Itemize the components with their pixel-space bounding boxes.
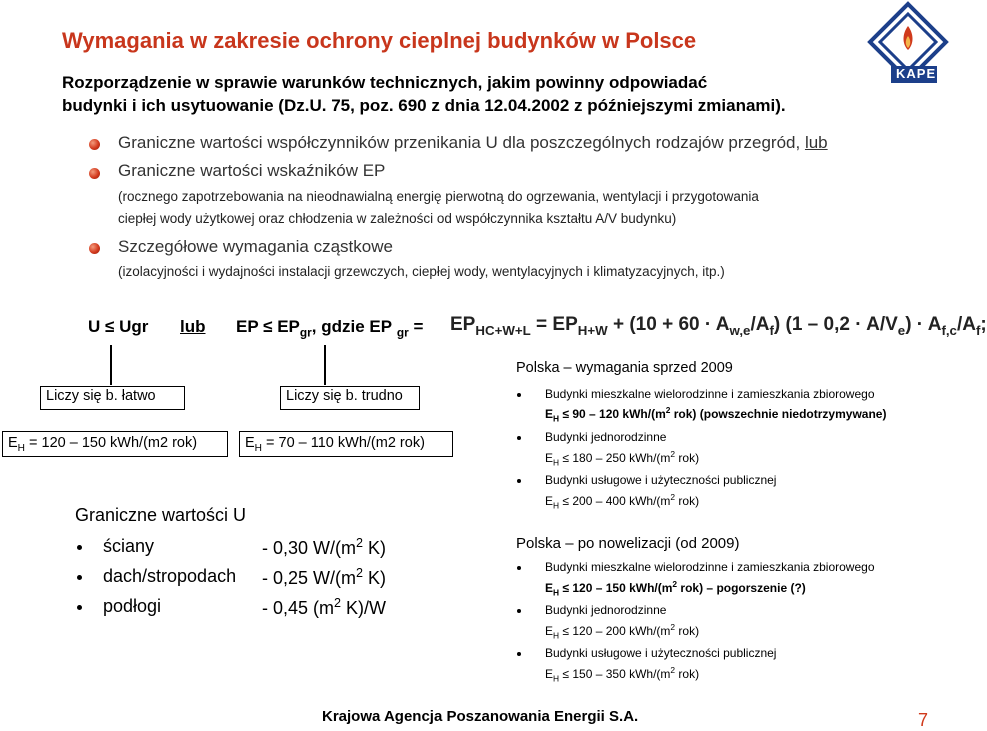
expr-part: /A [956,314,976,335]
before-item-0-range: $E_H \le 90 - 120$ kWh/($m^2$ rok) (powszechnie niedotrzymywane) [545,405,887,424]
range-tail: rok) [675,494,700,508]
u-row-value-0 [262,536,386,559]
range-h: H [254,442,262,454]
expr-sub: f,c [941,322,957,338]
range-value: 90 – 120 kWh/(m [572,407,666,421]
after-item-2-label: Budynki usługowe i użyteczności publicznej [545,646,777,660]
u-value: - 0,45 (m [262,598,335,618]
expr-sub: H+W [577,322,608,338]
u-row-value-1 [262,566,386,589]
before-item-1-label: Budynki jednorodzinne [545,430,667,444]
before-item-2-range: $E_H \le 200 - 400$ kWh/($m^2$ rok) [545,492,700,511]
before-item-0-label: Budynki mieszkalne wielorodzinne i zamieszkania zbiorowego [545,387,875,401]
u-sup: 2 [356,536,364,550]
u-tail: K)/W [341,598,387,618]
before-2009-header: Polska – wymagania sprzed 2009 [516,360,733,376]
expr-part: ) · A [905,314,942,335]
expr-sub: f [769,322,774,338]
bullet-dot-icon [517,609,521,613]
u-value: - 0,30 W/(m [262,538,357,558]
range-tail: rok) (powszechnie niedotrzymywane) [670,407,887,421]
formula-ugr: Ugr [119,317,149,336]
after-item-1-range: $E_H \le 120 - 200$ kWh/($m^2$ rok) [545,622,700,641]
u-row-label-0: ściany [103,536,155,556]
bullet-dot-icon [517,436,521,440]
le-symbol: ≤ [562,667,570,681]
expr-sub: w,e [729,322,751,338]
after-item-2-range: $E_H \le 150 - 350$ kWh/($m^2$ rok) [545,665,700,684]
formula-ep-text: EP [236,317,259,336]
bullet-dot-icon [517,479,521,483]
expr-sub: HC+W+L [475,322,531,338]
after-2009-header: Polska – po nowelizacji (od 2009) [516,535,740,552]
formula-gr-sub-2: gr [396,325,409,340]
bullet-3: Szczegółowe wymagania cząstkowe [118,237,393,256]
formula-gr-sub: gr [299,325,312,340]
bullet-dot-icon [517,566,521,570]
bullet-dot-icon [77,575,82,580]
kape-logo [858,0,958,92]
le-symbol: ≤ [263,317,273,336]
u-row-value-2 [262,596,386,619]
formula-expression [450,314,987,338]
formula-lub: lub [180,317,206,336]
expr-part: /A [750,314,770,335]
subtitle-line-1: Rozporządzenie w sprawie warunków technicznych, jakim powinny odpowiadać [62,73,708,92]
hard-box: Liczy się b. trudno [280,386,420,410]
footer-text: Krajowa Agencja Poszanowania Energii S.A. [322,708,639,725]
range-tail: rok) [675,624,700,638]
range-value: 200 – 400 kWh/(m [572,494,671,508]
range-value: 120 – 200 kWh/(m [572,624,671,638]
le-symbol: ≤ [562,451,570,465]
bullet-3-desc: (izolacyjności i wydajności instalacji grzewczych, ciepłej wody, wentylacyjnych i klimatyzacyjnych, itp.) [118,264,725,279]
bullet-2-desc-1: (rocznego zapotrzebowania na nieodnawialną energię pierwotną do ogrzewania, wentylacji i przygotowania [118,189,759,204]
le-symbol: ≤ [562,494,570,508]
subtitle-line-2: budynki i ich usytuowanie (Dz.U. 75, poz. 690 z dnia 12.04.2002 z późniejszymi zmianami). [62,96,786,115]
range-text: = 70 – 110 kWh/(m2 rok) [261,435,425,451]
logo-text: KAPE [896,66,937,81]
le-symbol: ≤ [105,317,115,336]
right-range-box [239,431,453,457]
expr-part: + (10 + 60 · A [607,314,730,335]
range-tail: rok) – pogorszenie (?) [677,581,806,595]
before-item-2-label: Budynki usługowe i użyteczności publicznej [545,473,777,487]
range-value: 150 – 350 kWh/(m [572,667,671,681]
u-values-header: Graniczne wartości U [75,505,247,525]
le-symbol: ≤ [562,624,570,638]
formula-u: U [88,317,101,336]
expr-part: ) (1 – 0,2 · A/V [773,314,898,335]
before-item-1-range: $E_H \le 180 - 250$ kWh/($m^2$ rok) [545,449,700,468]
page-number: 7 [918,710,929,730]
u-row-label-2: podłogi [103,596,162,616]
expr-sub: f [975,322,981,338]
bullet-dot-icon [517,652,521,656]
after-item-1-label: Budynki jednorodzinne [545,603,667,617]
bullet-dot-icon [517,393,521,397]
page-title: Wymagania w zakresie ochrony cieplnej budynków w Polsce [62,28,697,53]
expr-part: ; [980,314,987,335]
range-e: E [8,435,18,451]
expr-part: = EP [530,314,578,335]
range-value: 120 – 150 kWh/(m [572,581,673,595]
bullet-2: Graniczne wartości wskaźników EP [118,161,386,180]
u-tail: K) [363,568,387,588]
u-sup: 2 [356,566,364,580]
u-tail: K) [363,538,387,558]
range-e: E [245,435,255,451]
easy-box: Liczy się b. łatwo [40,386,185,410]
range-value: 180 – 250 kWh/(m [572,451,671,465]
formula-epgr: EP [277,317,300,336]
range-tail: rok) [675,667,700,681]
u-row-label-1: dach/stropodach [103,566,237,586]
bullet-1-text: Graniczne wartości współczynników przenikania U dla poszczególnych rodzajów przegród, [118,133,801,152]
expr-part: EP [450,314,476,335]
le-symbol: ≤ [562,407,570,421]
bullet-1-lub: lub [804,133,828,152]
after-item-0-range: $E_H \le 120 - 150$ kWh/($m^2$ rok) – pogorszenie (?) [545,579,806,598]
formula-gdzie: , gdzie EP [311,317,393,336]
range-tail: rok) [675,451,700,465]
bullet-2-desc-2: ciepłej wody użytkowej oraz chłodzenia w zależności od współczynnika kształtu A/V budynku) [118,211,677,226]
bullet-dot-icon [77,545,82,550]
u-sup: 2 [334,596,342,610]
after-item-0-label: Budynki mieszkalne wielorodzinne i zamieszkania zbiorowego [545,560,875,574]
formula-eq: = [408,317,424,336]
range-h: H [17,442,25,454]
bullet-dot-icon [77,605,82,610]
le-symbol: ≤ [562,581,570,595]
left-range-box [2,431,228,457]
expr-sub: e [897,322,906,338]
range-text: = 120 – 150 kWh/(m2 rok) [24,435,198,451]
u-value: - 0,25 W/(m [262,568,357,588]
